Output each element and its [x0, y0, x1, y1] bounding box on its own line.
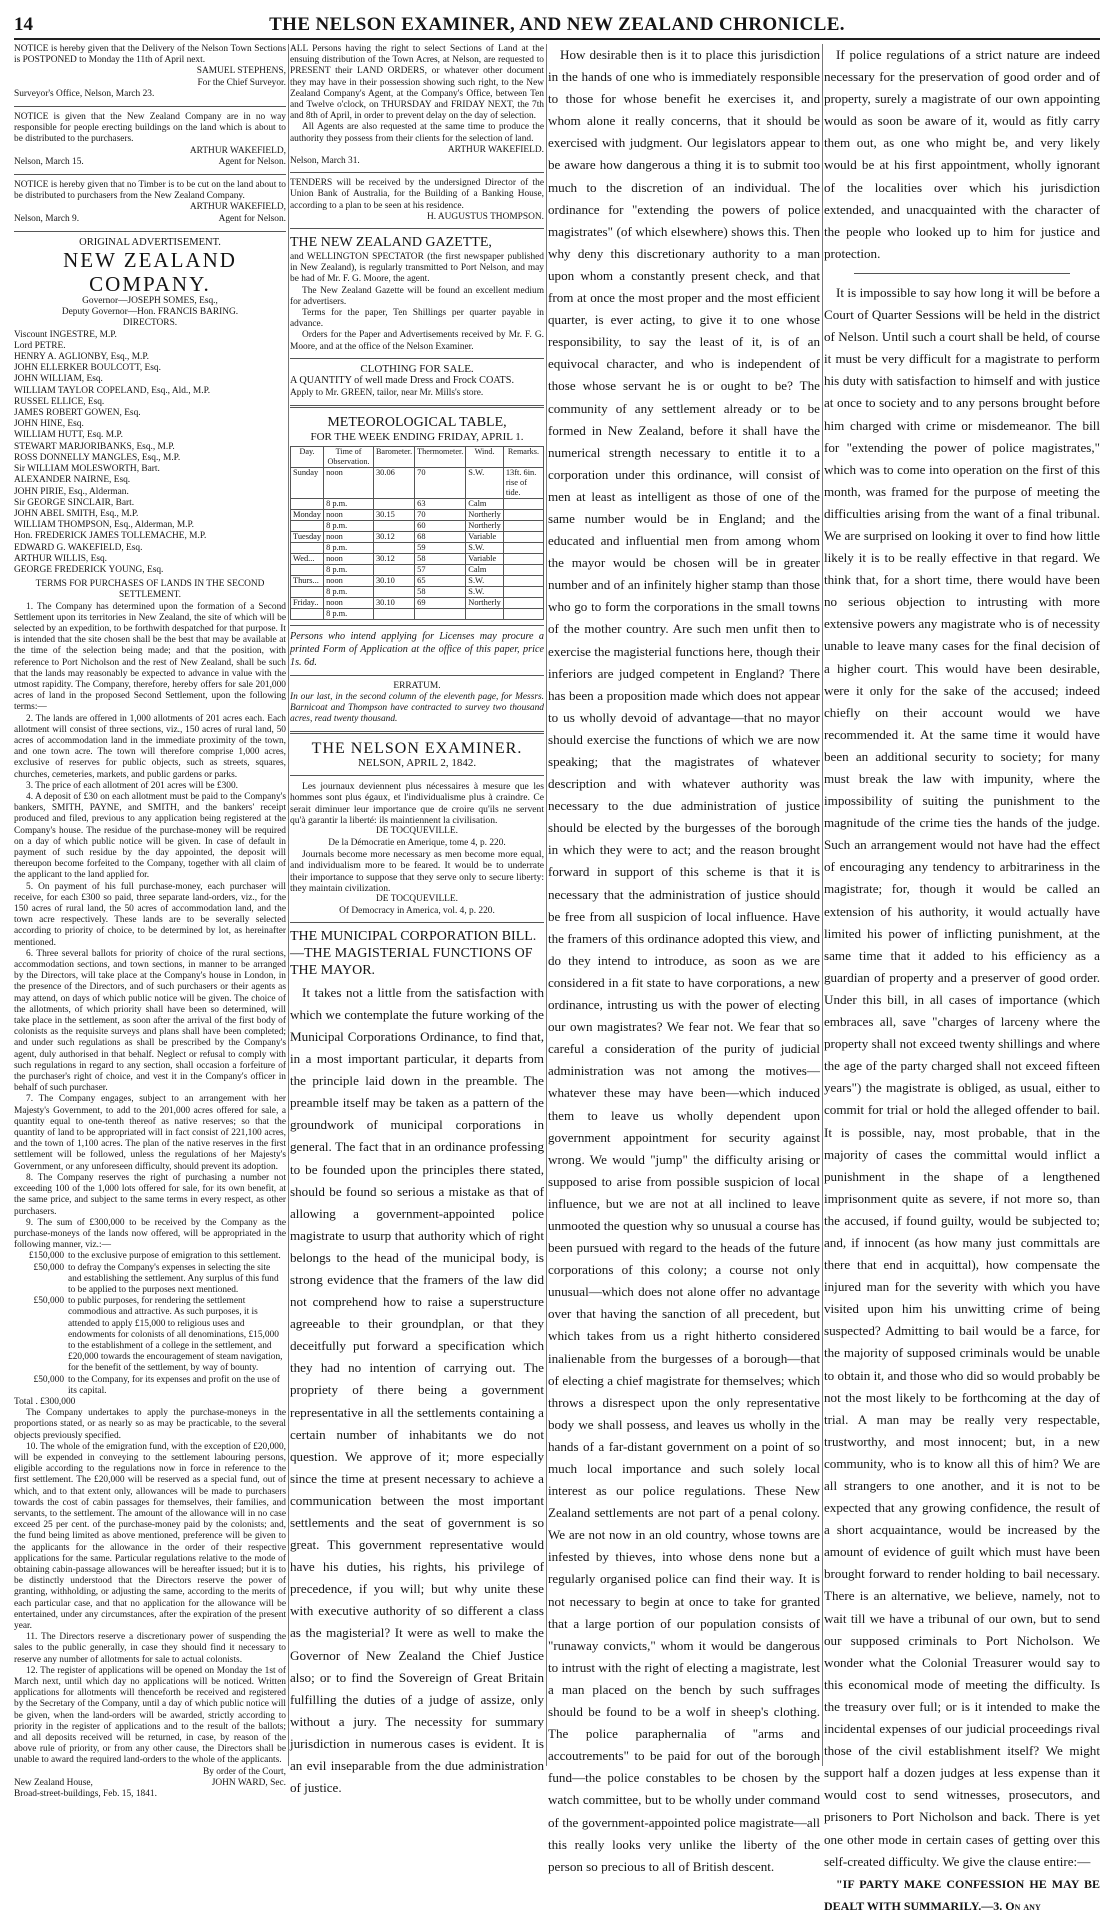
divider [290, 228, 544, 229]
director-name: JOHN PIRIE, Esq., Alderman. [14, 486, 129, 497]
table-cell: 58 [415, 554, 466, 565]
quote-english-author: DE TOCQUEVILLE. [376, 894, 458, 905]
table-cell: 70 [415, 468, 466, 499]
terms-paragraph: 9. The sum of £300,000 to be received by the Company as the purchase-moneys of the lands now offered, will be appropriated in the following manner, viz.:— [14, 1217, 286, 1251]
table-cell: Sunday [291, 468, 324, 499]
newspaper-title: THE NELSON EXAMINER, AND NEW ZEALAND CHRONICLE. [269, 14, 845, 35]
director-name: WILLIAM THOMPSON, Esq., Alderman, M.P. [14, 520, 195, 531]
column-1-advertisements [14, 44, 286, 1800]
director-name: Sir GEORGE SINCLAIR, Bart. [14, 497, 135, 508]
footer-place: New Zealand House, [14, 1777, 93, 1788]
terms-list-continued [14, 1408, 286, 1767]
directors-label: DIRECTORS. [122, 318, 178, 329]
table-cell: Tuesday [291, 532, 324, 543]
table-cell [291, 521, 324, 532]
director-name: ROSS DONNELLY MANGLES, Esq., M.P. [14, 452, 181, 463]
fund-purpose: to the exclusive purpose of emigration to this settlement. [68, 1251, 281, 1262]
notice-role: Agent for Nelson. [218, 213, 286, 224]
director-name: JOHN ABEL SMITH, Esq., M.P. [14, 508, 139, 519]
divider [290, 625, 544, 626]
director-name: STEWART MARJORIBANKS, Esq., M.P. [14, 441, 175, 452]
notice-signer: ARTHUR WAKEFIELD. [447, 144, 544, 155]
gazette-ad [290, 234, 544, 353]
fund-amount: £50,000 [33, 1374, 64, 1385]
terms-paragraph: 2. The lands are offered in 1,000 allotments of 201 acres each. Each allotment will consist of three sections, viz., 150 acres of rural land, 50 acres of accommodation land in the immediate proximity of the town, and one town acre. The town will therefore comprise 1,000 acres, exclusive of reserves for public objects, such as streets, squares, churches, cemeteries, markets, and public gardens or parks. [14, 713, 286, 780]
table-cell: Calm [466, 499, 504, 510]
table-cell: 59 [415, 543, 466, 554]
notice-footer [14, 157, 286, 168]
table-cell: Northerly [466, 510, 504, 521]
table-cell: noon [324, 532, 374, 543]
footer-date: Broad-street-buildings, Feb. 15, 1841. [14, 1789, 157, 1800]
notice-place-date: Nelson, March 9. [14, 213, 80, 224]
clothing-heading: CLOTHING FOR SALE. [360, 362, 474, 375]
table-cell: 8 p.m. [324, 587, 374, 598]
terms-list [14, 602, 286, 1252]
director-name: EDWARD G. WAKEFIELD, Esq. [14, 542, 143, 553]
fund-row [14, 1263, 286, 1297]
table-cell [373, 609, 414, 620]
terms-paragraph: 11. The Directors reserve a discretionary power of suspending the sales to the public generally, in case they should find it necessary to reserve any number of allotments for sale to actual colonists. [14, 1632, 286, 1665]
table-cell: 60 [415, 521, 466, 532]
table-cell [291, 587, 324, 598]
terms-paragraph: 8. The Company reserves the right of purchasing a number not exceeding 100 of the 1,000 lots offered for sale, for its own benefit, at the same price, and subject to the same terms in every respect, as other purchasers. [14, 1172, 286, 1217]
table-cell: Northerly [466, 598, 504, 609]
notice-timber [14, 180, 286, 225]
fund-total: Total . £300,000 [14, 1396, 76, 1407]
divider [290, 675, 544, 676]
tenders-text: TENDERS will be received by the undersigned Director of the Union Bank of Australia, for the Building of a Banking House, according to a plan to be seen at his residence. [290, 178, 544, 211]
notice-land-orders [290, 44, 544, 167]
notice-tenders [290, 178, 544, 223]
table-cell: 8 p.m. [324, 609, 374, 620]
quote-english: Journals become more necessary as men become more equal, and individualism more to be feared. It would be to underrate their importance to suppose that they serve only to secure liberty: they maintain civilization. [290, 848, 544, 894]
divider [290, 405, 544, 408]
notice-town-sections [14, 44, 286, 100]
table-cell: 30.12 [373, 532, 414, 543]
table-cell: Variable [466, 532, 504, 543]
table-cell [503, 543, 543, 554]
director-name: ARTHUR WILLIS, Esq. [14, 553, 108, 564]
director-name: Hon. FREDERICK JAMES TOLLEMACHE, M.P. [14, 531, 207, 542]
table-cell [373, 565, 414, 576]
table-cell: S.W. [466, 468, 504, 499]
table-cell [503, 598, 543, 609]
table-cell [466, 609, 504, 620]
table-cell [503, 554, 543, 565]
column-3-article-continued [548, 44, 820, 1874]
table-cell: 63 [415, 499, 466, 510]
table-row [291, 598, 544, 609]
article-clause: "IF PARTY MAKE CONFESSION HE MAY BE DEALT WITH SUMMARILY.—3. On any [824, 1876, 1100, 1913]
terms-paragraph: 4. A deposit of £30 on each allotment must be paid to the Company's bankers, SMITH, PAYNE, and SMITH, and the bankers' receipt produced and filed, previous to any application being registered at the Company's house. The residue of the purchase-money will be required on a day of which public notice will be given. In case of default in payment of such residue by the day appointed, the deposit will thereupon become forfeited to the Company, together with all claim of the applicant to the land applied for. [14, 791, 286, 881]
notice-text: NOTICE is hereby given that the Delivery of the Nelson Town Sections is POSTPONED to Monday the 11th of April next. [14, 44, 286, 66]
divider [854, 273, 1070, 274]
director-name: ALEXANDER NAIRNE, Esq. [14, 475, 131, 486]
table-cell: 68 [415, 532, 466, 543]
terms-paragraph: 10. The whole of the emigration fund, with the exception of £20,000, will be expended in conveying to the settlement labouring persons, eligible according to the regulations now in force in reference to the first settlement. The £20,000 will be reserved as a special fund, out of which, and to that extent only, allowances will be made to purchasers towards the cost of cabin passages for themselves, their families, and servants, to the settlement. The amount of the allowance will in no case exceed 25 per cent. of the purchase-money paid by the colonists; and, the fund being limited as above mentioned, preference will be given to the applicants for the allowance in the order of their respective applications for the same. Particular regulations relative to the mode of obtaining cabin-passage allowances will be hereafter issued; but it is to be distinctly understood that the Directors reserve the power of granting, withholding, or adjusting the same, according to the merits of each particular case, and that no application for the allowance will be entertained, under any circumstances, after the expiration of the present year. [14, 1441, 286, 1632]
gazette-text-2: The New Zealand Gazette will be found an excellent medium for advertisers. [290, 285, 544, 307]
table-cell: Northerly [466, 521, 504, 532]
table-cell [503, 576, 543, 587]
gazette-title: THE NEW ZEALAND GAZETTE, [290, 235, 492, 251]
gazette-text-3: Terms for the paper, Ten Shillings per quarter payable in advance. [290, 308, 544, 330]
director-name: Sir WILLIAM MOLESWORTH, Bart. [14, 464, 160, 475]
table-cell: Calm [466, 565, 504, 576]
article-body: It takes not a little from the satisfaction with which we contemplate the future working of the Municipal Corporations Ordinance, to find that, in a most important particular, it departs from the principle laid down in the preamble. The preamble itself may be taken as a pattern of the groundwork of municipal corporations in general. The fact that in an ordinance professing to be founded upon the principles there stated, should be found so serious a mistake as that of allowing a government-appointed police magistrate to usurp that authority which of right belongs to the head of the municipal body, is strong evidence that the framers of the law did not comprehend how to raise a superstructure agreeable to their groundplan, or that they deceitfully put forward a specification which they had no intention of carrying out. The propriety of there being a government representative in all the settlements containing a certain number of inhabitants we do not question. We approve of it; more especially since the time at present necessary to achieve a communication between the most important settlements and the seat of government is so great. This government representative would have his duties, his rights, his privilege of precedence, if you will; but why unite these with executive authority of so different a class as the magisterial? It were as well to make the Governor of New Zealand the Chief Justice also; or to find the Sovereign of Great Britain fulfilling the duties of a judge of assize, only without a jury. The necessity for summary jurisdiction in numerous cases is evident. It is an evil inseparable from the due administration of justice. [290, 984, 544, 1796]
fund-purpose: to the Company, for its expenses and profit on the use of its capital. [68, 1374, 280, 1396]
footer-signer: JOHN WARD, Sec. [211, 1777, 286, 1788]
article-paragraph-1: If police regulations of a strict nature are indeed necessary for the preservation of good order and of property, surely a magistrate of our own appointing would as soon be aware of it, would as fitly carry them out, as one who might be, and very likely would be at his first appointment, wholly ignorant of the localities over which his jurisdiction extended, and unacquainted with the character of the people who looked up to him for justice and protection. [824, 47, 1100, 261]
table-header-cell: Thermometer. [415, 447, 466, 468]
erratum-heading: ERRATUM. [393, 680, 441, 691]
table-cell [291, 565, 324, 576]
terms-heading: TERMS FOR PURCHASES OF LANDS IN THE SECOND SETTLEMENT. [35, 579, 265, 601]
table-cell: 57 [415, 565, 466, 576]
gazette-text: and WELLINGTON SPECTATOR (the first newspaper published in New Zealand), is regularly transmitted to Port Nelson, and may be had of Mr. F. G. Moore, the agent. [290, 252, 544, 285]
clothing-text-2: Apply to Mr. GREEN, tailor, near Mr. Mills's store. [290, 387, 484, 398]
met-table-subtitle: FOR THE WEEK ENDING FRIDAY, APRIL 1. [310, 431, 524, 444]
fund-amount: £150,000 [28, 1251, 64, 1262]
director-name: Viscount INGESTRE, M.P. [14, 329, 117, 340]
table-cell [415, 609, 466, 620]
table-cell: Monday [291, 510, 324, 521]
divider [14, 174, 286, 175]
director-name: RUSSEL ELLICE, Esq. [14, 396, 105, 407]
quote-french-source: De la Démocratie en Amerique, tome 4, p. 220. [328, 837, 506, 848]
notice-signer: ARTHUR WAKEFIELD, [189, 202, 286, 213]
meteorological-table [290, 446, 544, 620]
table-cell [373, 543, 414, 554]
table-cell: Thurs... [291, 576, 324, 587]
director-name: WILLIAM HUTT, Esq. M.P. [14, 430, 123, 441]
table-header-cell: Barometer. [373, 447, 414, 468]
notice-signer: SAMUEL STEPHENS, [196, 66, 286, 77]
fund-row [14, 1251, 286, 1262]
terms-paragraph: 1. The Company has determined upon the formation of a Second Settlement upon its territories in New Zealand, the site of which will be selected by an expedition, to be forthwith despatched for that purpose. It is intended that the site chosen shall be the best that may be available at the time of the selection being made; and that the position, with reference to Port Nicholson and the rest of New Zealand, shall be such that the lands may reasonably be expected to advance in value with the utmost rapidity. The Company, therefore, hereby offers for sale 201,000 acres of land in the proposed Second Settlement, upon the following terms:— [14, 601, 286, 713]
notice-role: Agent for Nelson. [218, 156, 286, 167]
header-rule [14, 38, 1100, 40]
table-cell [503, 532, 543, 543]
notice-text: NOTICE is given that the New Zealand Company are in no way responsible for people erecting buildings on the land which is about to be distributed to the purchasers. [14, 112, 286, 145]
ad-footer [14, 1778, 286, 1789]
director-name: Lord PETRE. [14, 340, 66, 351]
table-cell: 58 [415, 587, 466, 598]
notice-place-date: Surveyor's Office, Nelson, March 23. [14, 88, 155, 99]
gazette-text-4: Orders for the Paper and Advertisements received by Mr. F. G. Moore, and at the office of the Nelson Examiner. [290, 330, 544, 352]
table-cell [291, 499, 324, 510]
table-row [291, 510, 544, 521]
met-table-title: METEOROLOGICAL TABLE, [327, 415, 507, 431]
notice-place-date: Nelson, March 15. [14, 156, 84, 167]
table-row [291, 468, 544, 499]
terms-paragraph: 3. The price of each allotment of 201 acres will be £300. [26, 780, 238, 791]
table-cell: Friday.. [291, 598, 324, 609]
director-name: JOHN ELLERKER BOULCOTT, Esq. [14, 363, 161, 374]
table-cell: 8 p.m. [324, 565, 374, 576]
table-header-cell: Wind. [466, 447, 504, 468]
table-row [291, 554, 544, 565]
column-divider [822, 44, 823, 1766]
table-cell [291, 609, 324, 620]
table-row [291, 543, 544, 554]
table-cell: noon [324, 598, 374, 609]
table-cell [373, 587, 414, 598]
notice-footer [14, 214, 286, 225]
table-cell: noon [324, 468, 374, 499]
divider [14, 106, 286, 107]
table-cell [503, 609, 543, 620]
table-cell: 8 p.m. [324, 543, 374, 554]
governor: Governor—JOSEPH SOMES, Esq., [82, 296, 218, 307]
table-cell: noon [324, 510, 374, 521]
fund-row [14, 1296, 286, 1374]
table-body [291, 468, 544, 620]
table-cell: S.W. [466, 576, 504, 587]
table-cell [373, 499, 414, 510]
notice-text: ALL Persons having the right to select Sections of Land at the ensuing distribution of the Town Acres, at Nelson, are requested to PRESENT their LAND ORDERS, or whatever other document they may have in their possession showing such right, to the New Zealand Company's Agent, at the Company's Office, between Ten and Twelve o'clock, on THURSDAY and FRIDAY NEXT, the 7th and 8th of April, in order to prevent delay on the day of selection. [290, 44, 544, 122]
director-name: JOHN WILLIAM, Esq. [14, 374, 103, 385]
article-body-continued: How desirable then is it to place this jurisdiction in the hands of one who is immediately responsible to those for whose benefit he exercises it, and whom alone it really concerns, that it should be exercised with judgment. Our legislators appear to be aware how dangerous a thing it is to submit too much to the discretion of an individual. The ordinance for "extending the powers of police magistrates" (of which elsewhere) shows this. Then why deny this discretionary authority to a man upon whom a constantly present check, and that from at once the most proper and the most efficient quarter, is ever acting, to give it to one whose responsibility, to say the least of it, is of an equivocal character, and who is independent of those whose servant he is or ought to be? The community of any settlement already or to be formed in New Zealand, before it shall have the numerical strength necessary to entitle it to a corporation under this ordinance, will consist of men at least as intelligent as those of one of the same number would be in England; and the educated and influential men from among whom the mayor would be chosen will be in greater number and of an infinitely higher stamp than those who go to form the corporations in the small towns of the mother country. Are such men unfit then to exercise the magisterial functions here, though their inferiors are judged competent in England? There has been a proposition made which does not appear to us wholly devoid of advantage—that no mayor should exercise the functions of which we are now speaking; that the magistrates of whatever description and with whatever authority was necessary to the due administration of justice should be elected by the burgesses of the borough in which they were to act; and the reason brought forward in support of this scheme is that it is necessary that the administration of justice should be free from all suspicion of local influence. Have the framers of this ordinance adopted this view, and do they intend to introduce, as soon as we are considered in a fit state to have corporations, a new ordinance, intrusting us with the power of electing our own magistrates? We fear not. We fear that so careful a consideration of the purity of judicial administration was not among the motives—whatever these may have been—which induced them to leave us wholly dependent upon government appointment for security against wrong. We would "jump" the difficulty arising or supposed to arise from possible suspicion of local influence, but we are not at all inclined to leave unmooted the question why so unusual a course has been pursued with regard to the heads of the future corporations of this colony; a course not only unusual—which does not alone offer no advantage over that having the sanction of all precedent, but which takes from us a right hitherto considered inalienable from the burgesses of a borough—that of electing a chief magistrate for themselves; which throws a disrespect upon the only representative body we shall possess, and leaves us wholly in the hands of a far-distant government on a point of so much local importance and such solely local interest as our police regulations. These New Zealand settlements are not part of a penal colony. We are not now in an old country, whose towns are infested by thieves, into whose dens none but a regularly organised police can find their way. It is not necessary to begin at once to take for granted that a large portion of our population consists of "runaway convicts," whom it would be dangerous to intrust with the right of electing a magistrate, lest a man placed on the bench by such suffrages should be found to be a wolf in sheep's clothing. The police paraphernalia of "arms and accoutrements" to be paid for out of the borough fund—the police constables to be chosen by the watch committee, but to be wholly under command of the government-appointed police magistrate—all this really looks very unlike the liberty of the person so precious to all of British descent. [548, 47, 820, 1874]
divider [290, 922, 544, 923]
table-cell [503, 565, 543, 576]
terms-paragraph: 5. On payment of his full purchase-money, each purchaser will receive, for each £300 so paid, three separate land-orders, viz., for the 150 acres of rural land, the 50 acres of accommodation land, and the town acre respectively. These lands are to be severally selected according to priority of choice, to be determined by lot, as hereinafter mentioned. [14, 881, 286, 948]
terms-paragraph: The Company undertakes to apply the purchase-moneys in the proportions stated, or as nearly so as may be practicable, to the several objects previously specified. [14, 1408, 286, 1441]
table-row [291, 521, 544, 532]
notice-date: Nelson, March 31. [290, 156, 360, 167]
clothing-ad [290, 364, 544, 399]
table-cell [503, 587, 543, 598]
table-cell: 70 [415, 510, 466, 521]
erratum-text: In our last, in the second column of the eleventh page, for Messrs. Barnicoat and Thompson have contracted to survey two thousand acres, read twenty thousand. [290, 691, 544, 725]
table-cell [503, 521, 543, 532]
table-row [291, 532, 544, 543]
fund-purpose: to public purposes, for rendering the settlement commodious and attractive. As such purposes, it is attended to apply £15,000 to religious uses and endowments for colonists of all denominations, £15,000 to the establishment of a college in the settlement, and £20,000 towards the encouragement of steam navigation, for the benefit of the settlement, by way of bounty. [68, 1296, 283, 1374]
by-order: By order of the Court, [202, 1766, 286, 1777]
table-cell [503, 499, 543, 510]
licenses-notice: Persons who intend applying for Licenses may procure a printed Form of Application at the office of this paper, price 1s. 6d. [290, 631, 544, 668]
quote-french-author: DE TOCQUEVILLE. [376, 826, 458, 837]
table-cell: Variable [466, 554, 504, 565]
terms-paragraph: 7. The Company engages, subject to an arrangement with her Majesty's Government, to add to the 201,000 acres offered for sale, a quantity equal to one-tenth thereof as native reserves; so that the quantity of land to be appropriated will in fact consist of 221,100 acres, and the town of 1,100 acres. The plan of the native reserves in the first settlement will be followed, unless the regulations of her Majesty's Government, or any unforeseen difficulty, should prevent its adoption. [14, 1094, 286, 1172]
table-row [291, 576, 544, 587]
dateline: NELSON, APRIL 2, 1842. [357, 757, 477, 770]
notice-buildings [14, 112, 286, 168]
table-row [291, 609, 544, 620]
table-cell [373, 521, 414, 532]
fund-amount: £50,000 [33, 1262, 64, 1273]
divider [290, 731, 544, 734]
director-name: HENRY A. AGLIONBY, Esq., M.P. [14, 352, 149, 363]
table-cell: 69 [415, 598, 466, 609]
divider [290, 358, 544, 359]
article-paragraph-2: It is impossible to say how long it will be before a Court of Quarter Sessions will be held in the district of Nelson. Until such a court shall be held, of course it must be very difficult for a magistrate to perform his duty with satisfaction to himself and with justice at once to society and to any persons brought before him charged with crime or misdemeanor. The bill for "extending the power of police magistrates," which was to come into operation on the first of this month, was framed for the purpose of meeting the difficulties arising from the want of a final tribunal. We are surprised on looking it over to find how little likely it is to be really effective in that regard. We think that, for a short time, there would have been no serious objection to intrusting with more extensive powers any magistrate who is of necessity unable to leave many cases for the final decision of a higher court. This would have been desirable, were it only for the sake of the accused; indeed chiefly on their account would we have recommended it. At the same time it would have been an additional security to society; for many must break the law with impunity, where the impossibility of suiting the punishment to the magnitude of the crime ties the hands of the judge. Such an arrangement would not have had the effect of encouraging any tendency to arbitrariness in the magistrate; for, though it would be called an extension of his authority, it would actually have limited his power of inflicting punishment, at the same time that it added to his efficiency as a guardian of property and a preserver of good order. Under this bill, in all cases of importance (which embraces all, save "charges of larceny where the property shall not exceed twenty shillings and where the age of the party charged shall not exceed fifteen years") the magistrate is obliged, as usual, either to commit for trial or hold the alleged offender to bail. It is possible, nay, most probable, that in the majority of cases the committal would inflict a punishment in the shape of a lengthened imprisonment quite as severe, if not more so, than the accused, if found guilty, would be subjected to; and, if innocent (as how many just committals are there that end in acquittal), how compensate the injured man for the severity with which you have visited upon him his unwitting crime of being suspected? Admitting to bail would be a farce, for the majority of supposed criminals would be unable to obtain it, and those who did so would probably be not the most likely to be forthcoming at the day of trial. A man may be really very respectable, trustworthy, and most innocent; but, in a new community, who is to know all this of him? We are all strangers to one another, and it is not to be expected that any growing confidence, the result of a short acquaintance, would be increased by the amount of evidence of guilt which must have been brought forward to render holding to bail necessary. There is an alternative, we believe, namely, not to wait till we have a tribunal of our own, but to send our supposed criminals to Port Nicholson. We wonder what the Colonial Treasurer would say to this economical mode of meeting the difficulty. Is the treasury over full; or is it intended to make the incidental expenses of our judicial proceedings rival those of the civil establishment itself? We might support half a dozen judges at less expense than it would cost to send witnesses, prosecutors, and prisoners to Port Nicholson and back. There is yet one other mode in certain cases of getting over this self-created difficulty. We give the clause entire:— [824, 284, 1100, 1869]
table-row [291, 565, 544, 576]
table-cell: noon [324, 554, 374, 565]
table-header-cell: Time of Observation. [324, 447, 374, 468]
table-cell: S.W. [466, 543, 504, 554]
table-cell: Wed... [291, 554, 324, 565]
director-name: JAMES ROBERT GOWEN, Esq. [14, 408, 141, 419]
director-name: GEORGE FREDERICK YOUNG, Esq. [14, 564, 164, 575]
table-cell [503, 510, 543, 521]
company-heading: NEW ZEALAND COMPANY. [63, 248, 237, 297]
deputy-governor: Deputy Governor—Hon. FRANCIS BARING. [61, 307, 239, 318]
fund-allocation [14, 1251, 286, 1397]
quote-french: Les journaux deviennent plus nécessaires à mesure que les hommes sont plus égaux, et l'individualisme plus à craindre. Ce serait diminuer leur importance que de croire qu'ils ne servent qu'à garantir la liberté: ils maintiennent la civilisation. [290, 780, 544, 826]
notice-signer: ARTHUR WAKEFIELD, [189, 145, 286, 156]
column-divider [288, 44, 289, 1766]
notice-text: NOTICE is hereby given that no Timber is to be cut on the land about to be distributed to purchasers from the New Zealand Company. [14, 180, 286, 202]
table-cell: 30.06 [373, 468, 414, 499]
table-header-row [291, 447, 544, 468]
column-divider [546, 44, 547, 1766]
notice-signer-role: For the Chief Surveyor. [197, 77, 286, 88]
fund-row [14, 1375, 286, 1397]
quote-english-source: Of Democracy in America, vol. 4, p. 220. [339, 905, 495, 916]
table-header-cell: Remarks. [503, 447, 543, 468]
divider [290, 172, 544, 173]
director-name: WILLIAM TAYLOR COPELAND, Esq., Ald., M.P. [14, 385, 211, 396]
terms-paragraph: 12. The register of applications will be opened on Monday the 1st of March next, until which day no applications will be noticed. Written applications for allotments will thenceforth be received and registered by the Secretary of the Company, until a day of which public notice will be given, when the land-orders will be awarded, strictly according to priority in the register of applications and to the result of the ballots; and all deposits received will be returned, in case, by reason of the above rule of priority, or from any other cause, the Directors shall be unable to award the required land-orders to the whole of the applicants. [14, 1665, 286, 1766]
page-header [14, 14, 1100, 34]
table-header-cell: Day. [291, 447, 324, 468]
directors-list [14, 330, 286, 576]
original-ad-heading: ORIGINAL ADVERTISEMENT. [79, 236, 221, 248]
terms-paragraph: 6. Three several ballots for priority of choice of the rural sections, accommodation sections, and town sections, in manner to be arranged by the Directors, will take place at the Company's house in London, in the presence of the Directors, and of such purchasers or their agents as may attend, on days of which public notice will be given. The choice of the allotments, of which priority shall have been so determined, will take place in the settlement, as soon after the arrival of the first body of colonists as the requisite surveys and plans shall have been completed; and under such regulations as shall be prescribed by the Company's agent, duly authorised in that behalf. Neglect or refusal to comply with such regulations in regard to any section, shall occasion a forfeiture of the purchaser's right of choice, and vest it in the Company's officer in behalf of such purchaser. [14, 948, 286, 1094]
masthead: THE NELSON EXAMINER. [311, 740, 523, 758]
table-cell: 8 p.m. [324, 499, 374, 510]
divider [290, 775, 544, 776]
table-cell: 30.15 [373, 510, 414, 521]
director-name: JOHN HINE, Esq. [14, 419, 84, 430]
table-cell: 65 [415, 576, 466, 587]
divider [14, 231, 286, 232]
tenders-signer: H. AUGUSTUS THOMPSON. [426, 211, 544, 222]
table-cell: 8 p.m. [324, 521, 374, 532]
article-headline: THE MUNICIPAL CORPORATION BILL.—THE MAGISTERIAL FUNCTIONS OF THE MAYOR. [290, 928, 537, 978]
column-4-article-continued [824, 44, 1100, 1913]
table-cell: 30.12 [373, 554, 414, 565]
fund-amount: £50,000 [33, 1296, 64, 1307]
table-cell [291, 543, 324, 554]
table-cell: S.W. [466, 587, 504, 598]
table-cell: 30.10 [373, 576, 414, 587]
table-cell: 13ft. 6in. rise of tide. [503, 468, 543, 499]
table-cell: 30.10 [373, 598, 414, 609]
page-number: 14 [14, 14, 33, 35]
column-2 [290, 44, 544, 1796]
fund-purpose: to defray the Company's expenses in selecting the site and establishing the settlement. Any surplus of this fund to be applied to the purposes next mentioned. [68, 1262, 279, 1295]
table-cell: noon [324, 576, 374, 587]
table-row [291, 587, 544, 598]
clothing-text: A QUANTITY of well made Dress and Frock COATS. [290, 375, 514, 387]
table-row [291, 499, 544, 510]
notice-text-2: All Agents are also requested at the same time to produce the authority they possess from their clients for the selection of land. [290, 122, 544, 144]
